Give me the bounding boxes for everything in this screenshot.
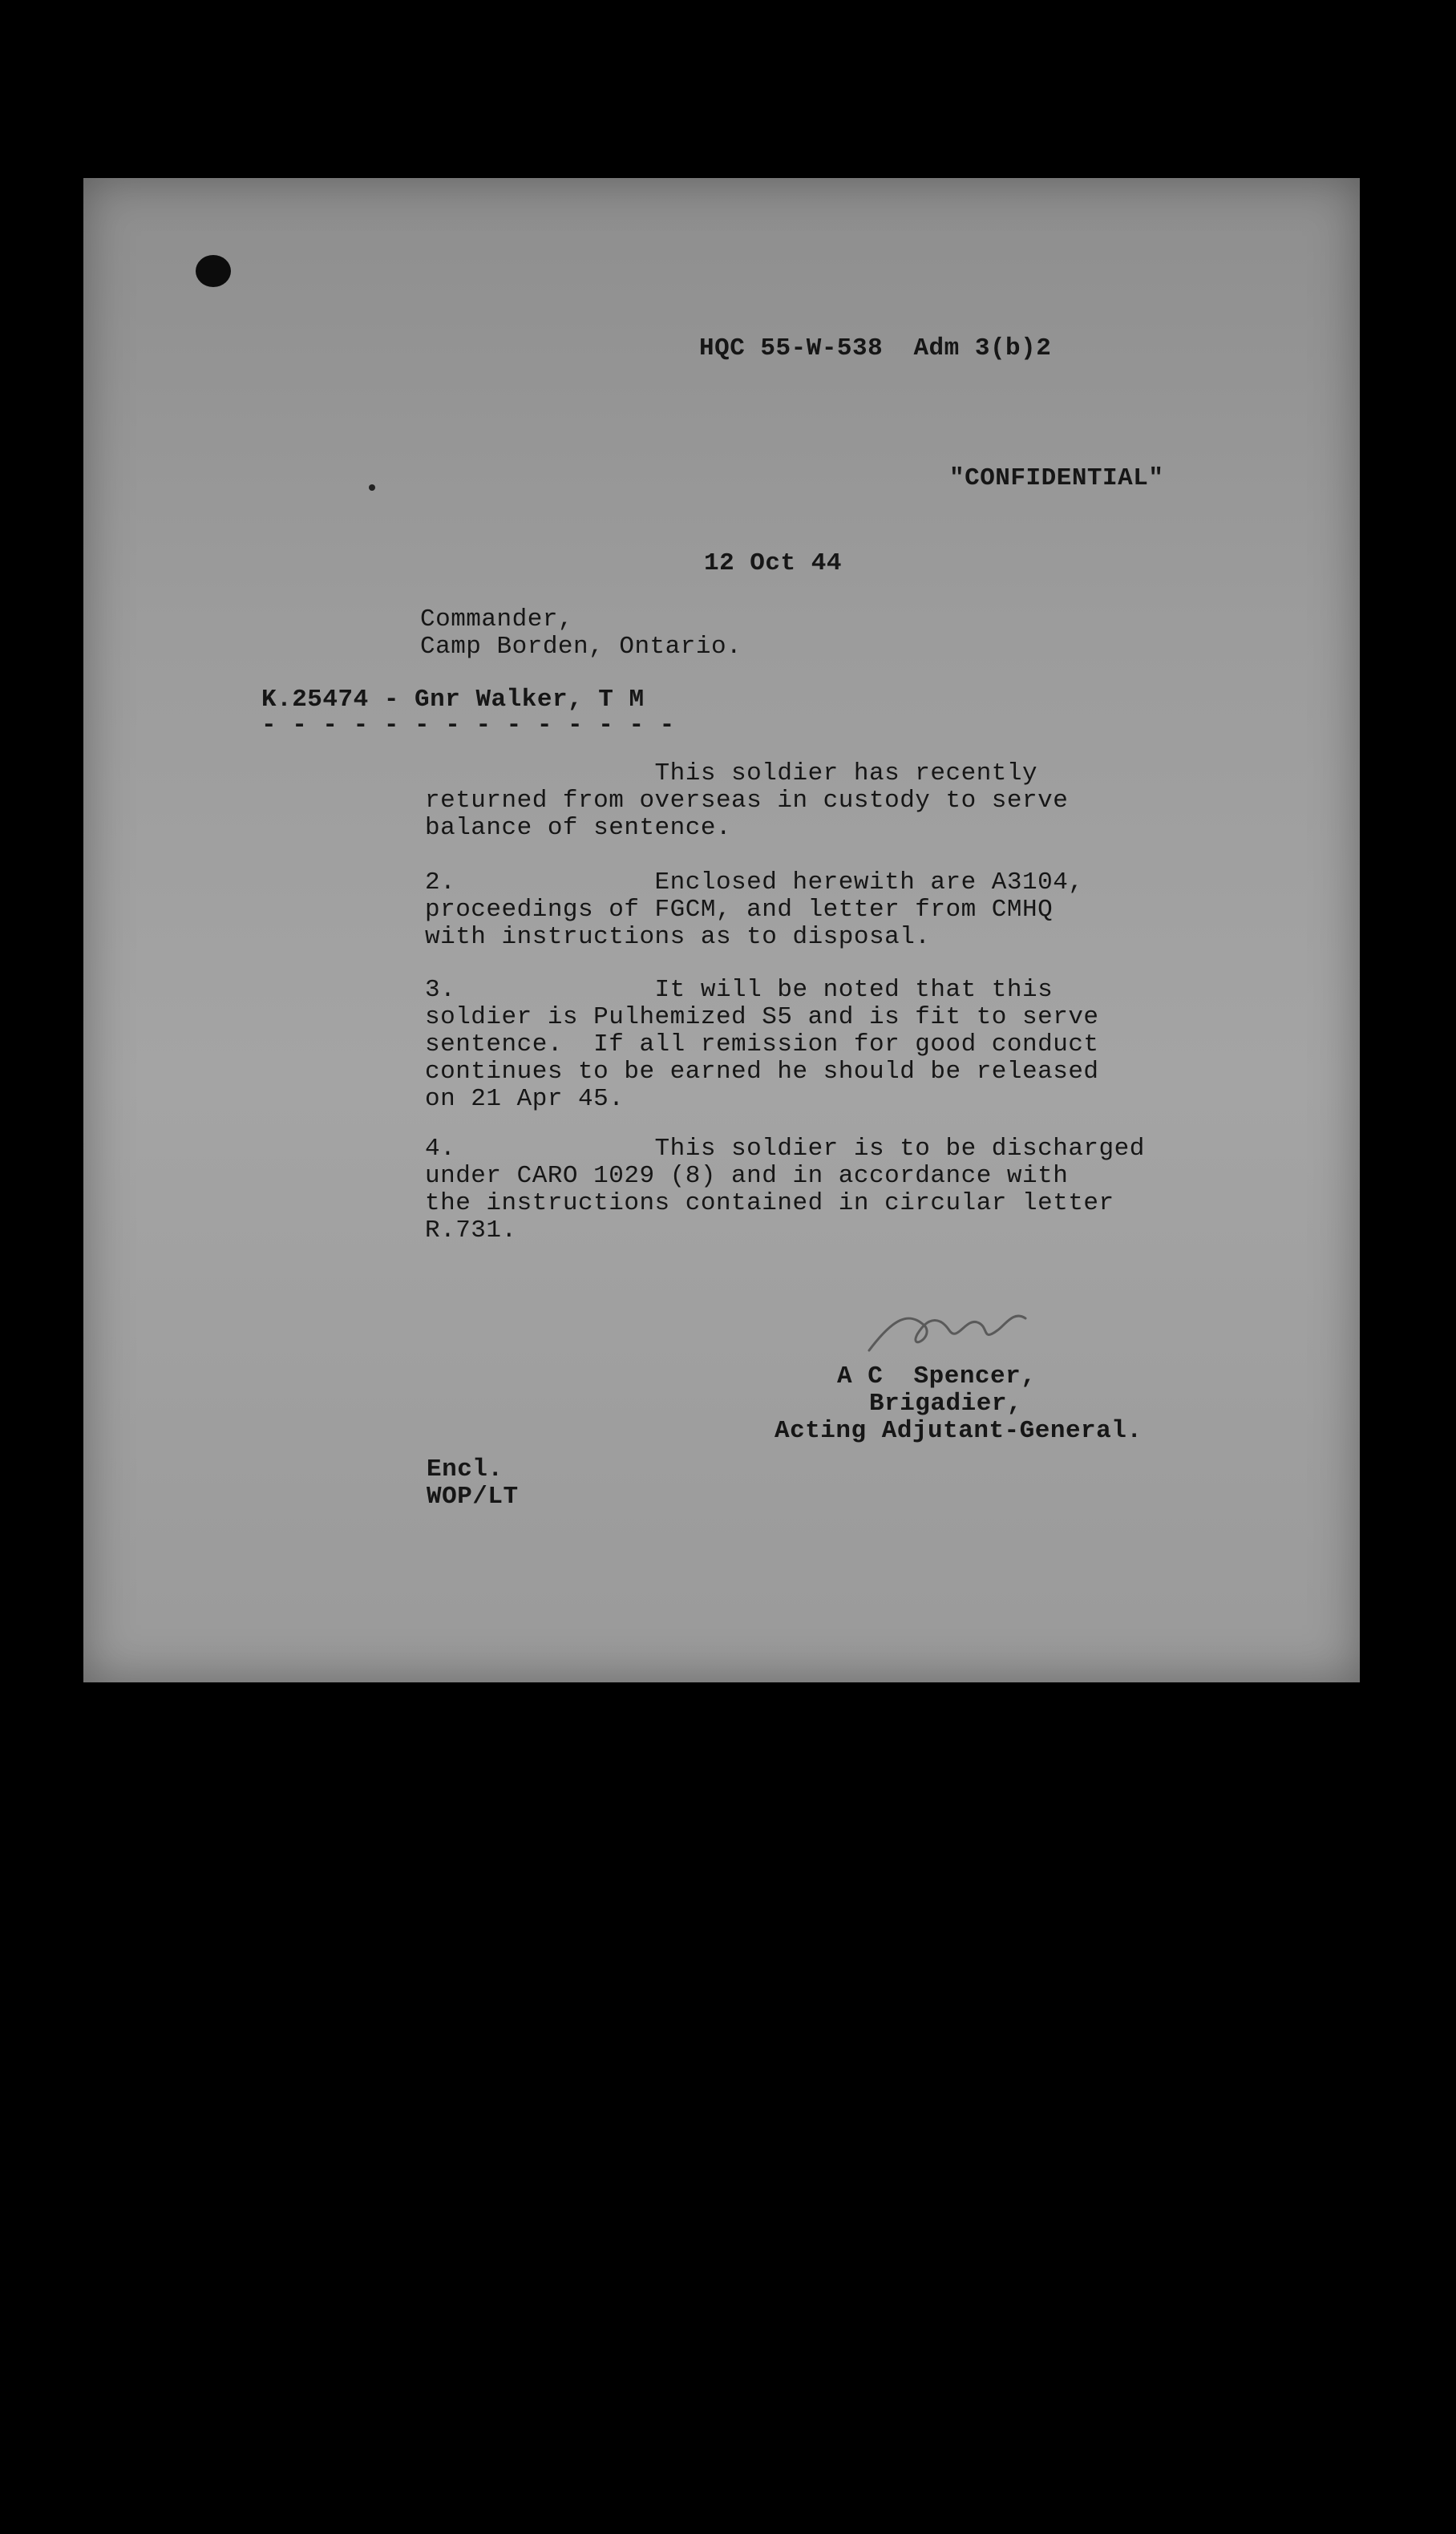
signatory-rank: Brigadier, [869, 1390, 1023, 1418]
paragraph-1-line: This soldier has recently [425, 759, 1038, 787]
paragraph-1-line: balance of sentence. [425, 814, 732, 842]
paragraph-2-line: proceedings of FGCM, and letter from CMHQ [425, 896, 1054, 924]
signatory-name: A C Spencer, [837, 1362, 1037, 1390]
addressee-line: Commander, [420, 605, 574, 634]
file-reference: HQC 55-W-538 Adm 3(b)2 [699, 334, 1052, 362]
paragraph-4-line: under CARO 1029 (8) and in accordance with [425, 1162, 1069, 1190]
subject-underline: - - - - - - - - - - - - - - [261, 711, 675, 739]
subject-line: K.25474 - Gnr Walker, T M [261, 686, 645, 714]
letter-date: 12 Oct 44 [704, 549, 842, 577]
ink-speck [369, 484, 375, 491]
paragraph-3-line: continues to be earned he should be released [425, 1058, 1099, 1086]
enclosure-note: Encl. [427, 1455, 504, 1484]
paragraph-3-line: soldier is Pulhemized S5 and is fit to serve [425, 1003, 1099, 1031]
paragraph-4-line: the instructions contained in circular letter [425, 1189, 1114, 1217]
paragraph-4-line: R.731. [425, 1216, 517, 1245]
paragraph-2-line: with instructions as to disposal. [425, 923, 931, 951]
signatory-title: Acting Adjutant-General. [775, 1417, 1143, 1445]
addressee-line: Camp Borden, Ontario. [420, 633, 742, 661]
paragraph-3-line: sentence. If all remission for good conduct [425, 1030, 1099, 1059]
paragraph-4-line: 4. This soldier is to be discharged [425, 1135, 1145, 1163]
paragraph-2-line: 2. Enclosed herewith are A3104, [425, 868, 1084, 897]
paragraph-1-line: returned from overseas in custody to serve [425, 787, 1069, 815]
handwritten-signature [861, 1302, 1045, 1366]
classification-marking: "CONFIDENTIAL" [949, 464, 1164, 492]
paragraph-3-line: on 21 Apr 45. [425, 1085, 625, 1113]
ink-blot [196, 255, 231, 287]
reference-initials: WOP/LT [427, 1483, 519, 1511]
paragraph-3-line: 3. It will be noted that this [425, 976, 1054, 1004]
document-page [83, 178, 1360, 1682]
